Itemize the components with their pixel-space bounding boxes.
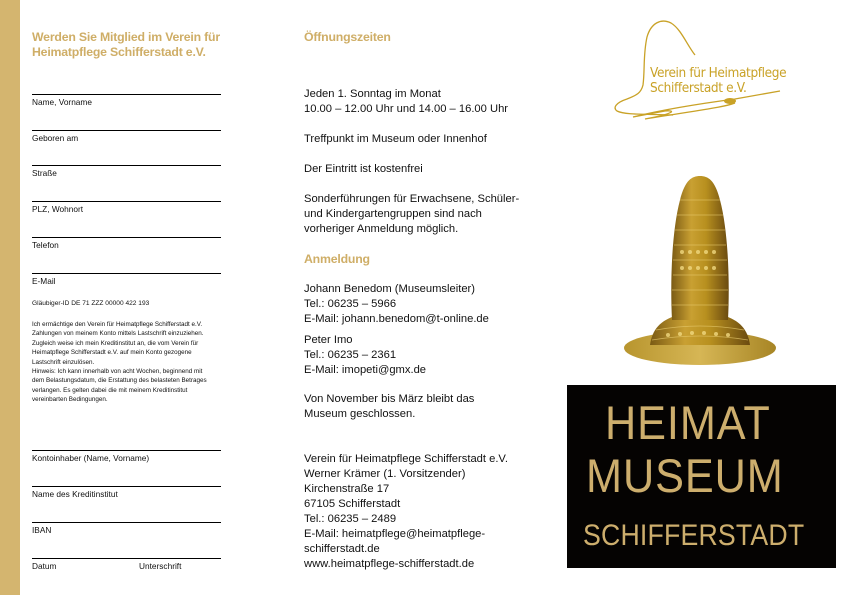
- membership-title: [32, 30, 272, 60]
- field-label: Telefon: [32, 240, 59, 250]
- contact-name: Johann Benedom (Museumsleiter): [304, 283, 476, 295]
- tours-line: Sonderführungen für Erwachsene, Schüler-: [304, 193, 520, 205]
- golden-hat-image: [620, 170, 780, 370]
- field-label: PLZ, Wohnort: [32, 204, 84, 214]
- field-date-signature[interactable]: [32, 558, 221, 571]
- schedule-line: 10.00 – 12.00 Uhr und 14.00 – 16.00 Uhr: [304, 103, 509, 115]
- mandate-line: Heimatpflege Schifferstadt e.V. auf mein Konto gezogene: [32, 349, 192, 357]
- field-zip-city[interactable]: [32, 201, 221, 214]
- mandate-line: Hinweis: Ich kann innerhalb von acht Wochen, beginnend mit: [32, 368, 203, 376]
- membership-title-line1: Werden Sie Mitglied im Verein für: [32, 30, 220, 44]
- mandate-line: Zugleich weise ich mein Kreditinstitut an, die vom Verein für: [32, 339, 199, 347]
- field-label: Geboren am: [32, 133, 79, 143]
- field-phone[interactable]: [32, 237, 221, 250]
- museum-sign: [567, 385, 836, 568]
- field-name[interactable]: [32, 94, 221, 107]
- logo-text-line2: Schifferstadt e.V.: [650, 81, 747, 96]
- admission: [304, 162, 554, 177]
- contact-phone: Tel.: 06235 – 5966: [304, 298, 397, 310]
- field-label: Kontoinhaber (Name, Vorname): [32, 453, 150, 463]
- mandate-line: dem Belastungsdatum, die Erstattung des belasteten Betrages: [32, 377, 207, 385]
- association-email[interactable]: E-Mail: heimatpflege@heimatpflege-: [304, 528, 486, 540]
- museum-sign-line3: SCHIFFERSTADT: [583, 519, 805, 552]
- field-email[interactable]: [32, 273, 221, 286]
- tours-line: vorheriger Anmeldung möglich.: [304, 223, 459, 235]
- mandate-line: Zahlungen von meinem Konto mittels Lastschrift einzuziehen.: [32, 330, 204, 338]
- field-label: Name, Vorname: [32, 97, 92, 107]
- schedule-line: Jeden 1. Sonntag im Monat: [304, 88, 441, 100]
- museum-sign-line1: HEIMAT: [605, 396, 771, 449]
- association-address: [304, 452, 554, 572]
- closed-season: [304, 392, 554, 422]
- membership-title-line2: Heimatpflege Schifferstadt e.V.: [32, 45, 206, 59]
- field-bank-name[interactable]: [32, 486, 221, 499]
- association-street: Kirchenstraße 17: [304, 483, 390, 495]
- field-street[interactable]: [32, 165, 221, 178]
- signature-label: Unterschrift: [139, 561, 182, 571]
- contact-email[interactable]: E-Mail: johann.benedom@t-online.de: [304, 313, 489, 325]
- admission-text: Der Eintritt ist kostenfrei: [304, 163, 423, 175]
- date-label: Datum: [32, 561, 57, 571]
- field-label: E-Mail: [32, 276, 56, 286]
- closed-line: Museum geschlossen.: [304, 408, 416, 420]
- special-tours: [304, 192, 554, 237]
- contact-benedom: [304, 282, 554, 327]
- field-account-holder[interactable]: [32, 450, 221, 463]
- field-label: Name des Kreditinstitut: [32, 489, 118, 499]
- registration-heading: Anmeldung: [304, 252, 370, 266]
- field-label: IBAN: [32, 525, 52, 535]
- contact-phone: Tel.: 06235 – 2361: [304, 349, 397, 361]
- gold-side-bar: [0, 0, 20, 595]
- contact-email[interactable]: E-Mail: imopeti@gmx.de: [304, 364, 427, 376]
- closed-line: Von November bis März bleibt das: [304, 393, 475, 405]
- meeting-point-text: Treffpunkt im Museum oder Innenhof: [304, 133, 487, 145]
- tours-line: und Kindergartengruppen sind nach: [304, 208, 482, 220]
- association-city: 67105 Schifferstadt: [304, 498, 401, 510]
- opening-hours-heading: Öffnungszeiten: [304, 30, 391, 44]
- mandate-line: verlangen. Es gelten dabei die mit meinem Kreditinstitut: [32, 386, 188, 394]
- mandate-line: vereinbarten Bedingungen.: [32, 396, 108, 404]
- association-phone: Tel.: 06235 – 2489: [304, 513, 397, 525]
- sepa-mandate-text: [32, 320, 267, 405]
- association-name: Verein für Heimatpflege Schifferstadt e.V.: [304, 453, 508, 465]
- association-website[interactable]: www.heimatpflege-schifferstadt.de: [304, 558, 475, 570]
- mandate-line: Ich ermächtige den Verein für Heimatpflege Schifferstadt e.V.: [32, 321, 203, 328]
- contact-name: Peter Imo: [304, 334, 353, 346]
- museum-sign-line2: MUSEUM: [586, 449, 784, 502]
- field-label: Straße: [32, 168, 57, 178]
- association-chair: Werner Krämer (1. Vorsitzender): [304, 468, 466, 480]
- field-iban[interactable]: [32, 522, 221, 535]
- mandate-line: Lastschrift einzulösen.: [32, 358, 95, 366]
- creditor-id: Gläubiger-ID DE 71 ZZZ 00000 422 193: [32, 300, 150, 307]
- contact-imo: [304, 333, 554, 378]
- opening-schedule: [304, 87, 554, 117]
- logo-text-line1: Verein für Heimatpflege: [650, 66, 787, 81]
- field-birthdate[interactable]: [32, 130, 221, 143]
- meeting-point: [304, 132, 554, 147]
- association-email-cont[interactable]: schifferstadt.de: [304, 543, 380, 555]
